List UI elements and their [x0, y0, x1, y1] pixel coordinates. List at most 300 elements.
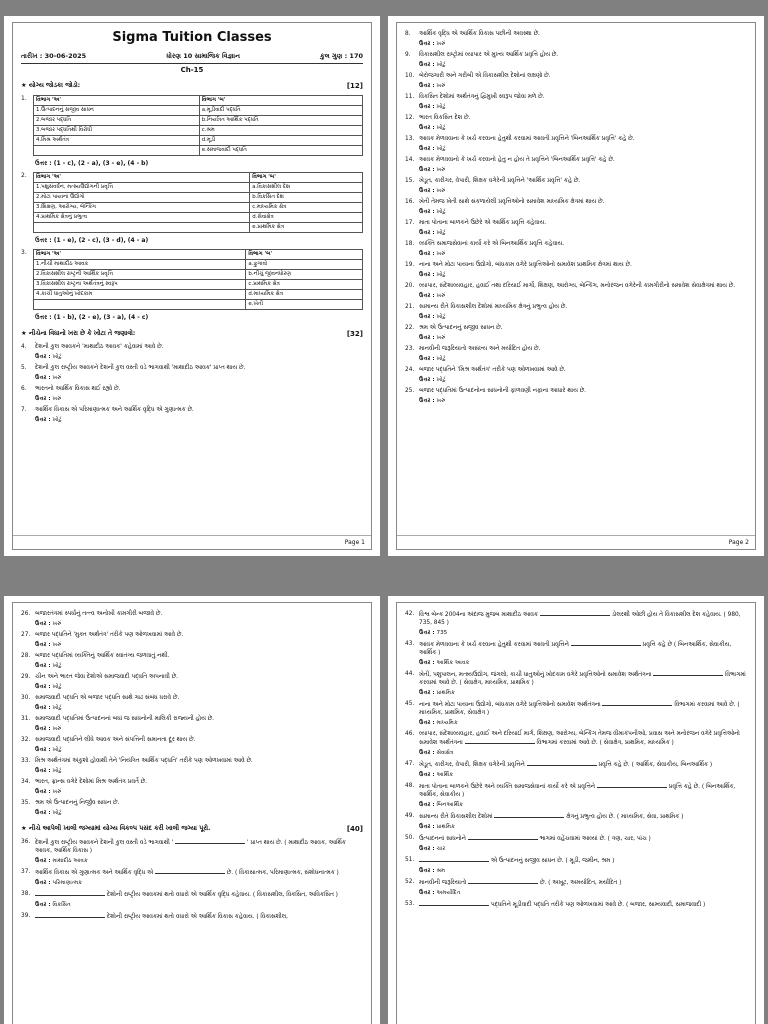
- table-cell: [34, 300, 246, 310]
- question-number: 49.: [405, 813, 415, 819]
- question-item: [21, 652, 363, 660]
- answer-value: 735: [436, 630, 448, 636]
- table-cell: e.સમાજવાદી પદ્ધતિ: [199, 146, 362, 156]
- answer-blank: [602, 700, 672, 706]
- answer-value: માધ્યમિક: [436, 720, 458, 726]
- table-cell: b.નિયંત્રિત આર્થિક પદ્ધતિ: [199, 116, 362, 126]
- question-text-before: ખેતી, પશુપાલન, મત્સ્યઉદ્યોગ, જંગલો, કાચી ધાતુઓનું ખોદકામ વગેરે પ્રવૃત્તિઓનો સમાવેશ અર્થતંત્રના: [419, 672, 654, 678]
- question-item: [405, 72, 747, 80]
- answer-blank: [653, 670, 723, 676]
- question-text: આવક મેળવવાના કે ખર્ચ કરવાના હેતુથી કરવામાં આવતી પ્રવૃત્તિને 'બિનઆર્થિક પ્રવૃત્તિ' કહે છે.: [419, 136, 635, 142]
- question-text-after: પદ્ધતિને મૂડીવાદી પદ્ધતિ તરીકે પણ ઓળખવામાં આવે છે. ( બજાર, સામ્યવાદી, સમાજવાદી ): [489, 902, 706, 908]
- question-item: [21, 838, 363, 855]
- question-item: [405, 387, 747, 395]
- answer-label: ઉત્તર :: [419, 630, 437, 636]
- question-text: [35, 912, 363, 921]
- answer-value: અમર્યાદિત: [436, 890, 461, 896]
- question-text-after: વિભાગમાં કરવામાં આવે છે. ( સેવાક્ષેત્ર, માધ્યમિક, પ્રાથમિક ): [419, 672, 746, 686]
- answer-label: ઉત્તર :: [419, 83, 437, 89]
- question-item: [21, 757, 363, 765]
- table-header-row: [34, 250, 363, 260]
- answer-line: [35, 662, 363, 670]
- question-item: [405, 324, 747, 332]
- answer-value: ખરું: [436, 188, 446, 194]
- question-list: [405, 30, 747, 405]
- question-number: 42.: [405, 611, 415, 617]
- question-item: [21, 912, 363, 921]
- answer-label: ઉત્તર :: [419, 230, 437, 236]
- question-item: [405, 878, 747, 887]
- answer-label: ઉત્તર :: [419, 660, 437, 666]
- answer-label: ઉત્તર :: [419, 690, 437, 696]
- answer-line: [35, 641, 363, 649]
- question-text: મિશ્ર અર્થતંત્રમાં અંકુશો હોવાથી તેને 'નિયંત્રિત આર્થિક પદ્ધતિ' તરીકે પણ ઓળખવામાં આવે છે.: [35, 758, 253, 764]
- page-2: [388, 16, 764, 556]
- page-footer: Page 2: [397, 535, 755, 549]
- table-cell: [34, 223, 250, 233]
- section-title: ★ યોગ્ય જોડકા જોડો:: [21, 82, 81, 89]
- answer-label: ઉત્તર :: [35, 768, 53, 774]
- answer-label: ઉત્તર :: [419, 251, 437, 257]
- question-text: [419, 856, 747, 865]
- question-text: બજારતંત્રમાં સ્પર્ધાનું તત્ત્વ અનોખી કામગીરી બજાવે છે.: [35, 611, 163, 617]
- answer-value: ખોટું: [436, 230, 446, 236]
- question-text-before: વ્યાપાર, સંદેશાવ્યવહાર, હવાઈ અને દરિયાઈ માર્ગ, શિક્ષણ, આરોગ્ય, બેન્કિંગ તેમજ વીમાકંપનીઓ, પ્રવાસ અને મનોરંજન વગેરે પ્રવૃત્તિઓનો સમાવેશ અર્થતંત્રના: [419, 731, 740, 746]
- question-number: 12.: [405, 115, 415, 121]
- table-cell: d.માધ્યમિક ક્ષેત્ર: [246, 290, 363, 300]
- answer-label: ઉત્તર :: [419, 293, 437, 299]
- question-item: [405, 700, 747, 717]
- answer-label: ઉત્તર :: [419, 62, 437, 68]
- table-cell: 2.બજાર પદ્ધતિ: [34, 116, 200, 126]
- table-cell: b.નીચું જીવનધોરણ: [246, 270, 363, 280]
- match-question: [21, 95, 363, 156]
- table-cell: a.વિકાસશીલ દેશ: [250, 183, 363, 193]
- question-item: [21, 673, 363, 681]
- table-cell: 4.મિશ્ર અર્થતંત્ર: [34, 136, 200, 146]
- question-number: 4.: [21, 344, 27, 350]
- match-table-wrap: [33, 95, 363, 156]
- answer-value: ખરું: [52, 621, 62, 627]
- question-number: 21.: [405, 304, 415, 310]
- answer-line: [35, 416, 363, 424]
- section-marks: [40]: [346, 825, 363, 833]
- table-cell: a.ફુગાવો: [246, 260, 363, 270]
- answer-line: [35, 767, 363, 775]
- question-text: નાના અને મોટા પાયાના ઉદ્યોગો, બાંધકામ વગેરે પ્રવૃત્તિઓનો સમાવેશ પ્રાથમિક ક્ષેત્રમાં થાય છે.: [419, 262, 632, 268]
- question-text-before: નાના અને મોટા પાયાના ઉદ્યોગો, બાંધકામ વગેરે પ્રવૃત્તિઓનો સમાવેશ અર્થતંત્રના: [419, 702, 603, 708]
- table-header-row: [34, 96, 363, 106]
- question-item: [405, 30, 747, 38]
- fill-blank-list: [21, 838, 363, 921]
- answer-value: ખોટું: [436, 104, 446, 110]
- answer-value: ખોટું: [436, 314, 446, 320]
- answer-label: ઉત્તર :: [419, 398, 437, 404]
- question-item: [21, 799, 363, 807]
- answer-label: ઉત્તર :: [419, 772, 437, 778]
- answer-value: ખરું: [436, 398, 446, 404]
- question-text: આર્થિક વિકાસ એ પરિમાણાત્મક અને આર્થિક વૃદ્ધિ એ ગુણાત્મક છે.: [35, 407, 194, 413]
- answer-label: ઉત્તર :: [419, 167, 437, 173]
- table-cell: a.મૂડીવાદી પદ્ધતિ: [199, 106, 362, 116]
- answer-label: ઉત્તર :: [419, 125, 437, 131]
- question-text: બજાર પદ્ધતિને 'મુક્ત અર્થતંત્ર' તરીકે પણ ઓળખવામાં આવે છે.: [35, 632, 184, 638]
- answer-blank: [597, 782, 667, 788]
- answer-label: ઉત્તર :: [419, 335, 437, 341]
- question-number: 51.: [405, 857, 415, 863]
- answer-value: પ્રાથમિક: [436, 690, 455, 696]
- question-item: [21, 343, 363, 351]
- answer-line: [419, 292, 747, 300]
- question-text-before: આર્થિક વિકાસ એ ગુણાત્મક અને આર્થિક વૃદ્ધિ એ: [35, 870, 155, 876]
- answer-line: [35, 901, 363, 909]
- answer-value: ખરું: [52, 642, 62, 648]
- question-item: [405, 135, 747, 143]
- question-text: [419, 610, 747, 627]
- question-text: આવક મેળવવાનો કે ખર્ચ કરવાનો હેતુ ન હોય તે પ્રવૃત્તિને 'બિનઆર્થિક પ્રવૃત્તિ' કહે છે.: [419, 157, 615, 163]
- question-text-after: છે. ( વિકાસાત્મક, પરિમાણાત્મક, સંશોધનાત્મક ): [224, 870, 339, 876]
- answer-blank: [571, 640, 641, 646]
- table-row: [34, 193, 363, 203]
- answer-line: [35, 374, 363, 382]
- table-cell: 2.મોટા પાયાના ઉદ્યોગો: [34, 193, 250, 203]
- question-item: [405, 51, 747, 59]
- section-heading: [21, 825, 363, 833]
- question-text: [419, 670, 747, 687]
- question-item: [405, 93, 747, 101]
- answer-line: [35, 809, 363, 817]
- answer-label: ઉત્તર :: [35, 642, 53, 648]
- answer-label: ઉત્તર :: [419, 824, 437, 830]
- question-item: [405, 760, 747, 769]
- question-item: [21, 610, 363, 618]
- question-text-after: ભાગમાં વહેંચવામાં આવ્યાં છે. ( ત્રણ, ચાર, પાંચ ): [537, 836, 651, 842]
- table-header-row: [34, 173, 363, 183]
- question-text: [419, 730, 747, 747]
- page-2-frame: [396, 22, 756, 550]
- answer-value: ખોટું: [52, 747, 62, 753]
- match-question: [21, 172, 363, 233]
- answer-line: [35, 683, 363, 691]
- question-text: સામાન્ય રીતે વિકાસશીલ દેશોમાં માધ્યમિક ક્ષેત્રનું પ્રભુત્વ હોય છે.: [419, 304, 568, 310]
- question-text: માનવીની જરૂરિયાતો અસંખ્ય અને મર્યાદિત હોય છે.: [419, 346, 541, 352]
- question-item: [405, 303, 747, 311]
- table-cell: e.પ્રાથમિક ક્ષેત્ર: [250, 223, 363, 233]
- answer-value: ખોટું: [52, 663, 62, 669]
- table-header-cell: વિભાગ 'બ': [246, 250, 363, 260]
- question-item: [405, 345, 747, 353]
- answer-label: ઉત્તર :: [419, 377, 437, 383]
- question-text: ભારત વિકસિત દેશ છે.: [419, 115, 471, 121]
- table-row: [34, 290, 363, 300]
- question-item: [21, 715, 363, 723]
- answer-value: બિનઆર્થિક: [436, 802, 464, 808]
- table-row: [34, 260, 363, 270]
- table-row: [34, 270, 363, 280]
- table-cell: d.મૂડી: [199, 136, 362, 146]
- table-row: [34, 136, 363, 146]
- question-number: 35.: [21, 800, 31, 806]
- page-1-frame: [12, 22, 372, 550]
- question-item: [405, 856, 747, 865]
- answer-value: આર્થિક આવક: [436, 660, 470, 666]
- question-item: [405, 782, 747, 799]
- answer-line: [35, 746, 363, 754]
- question-item: [405, 282, 747, 290]
- answer-label: ઉત્તર :: [419, 846, 437, 852]
- question-item: [21, 385, 363, 393]
- page-title: Sigma Tuition Classes: [112, 30, 272, 45]
- answer-label: ઉત્તર :: [35, 417, 53, 423]
- page-footer: Page 1: [13, 535, 371, 549]
- question-number: 30.: [21, 695, 31, 701]
- table-header-cell: વિભાગ 'બ': [199, 96, 362, 106]
- answer-line: [419, 313, 747, 321]
- table-header-cell: વિભાગ 'અ': [34, 96, 200, 106]
- question-text: શ્રમ એ ઉત્પાદનનું સજીવ સાધન છે.: [419, 325, 503, 331]
- question-number: 23.: [405, 346, 415, 352]
- page-4: [388, 596, 764, 1024]
- answer-line: [419, 40, 747, 48]
- answer-value: શ્રમ: [436, 868, 446, 874]
- question-text: ભારતનો આર્થિક વિકાસ થઈ રહ્યો છે.: [35, 386, 121, 392]
- answer-line: [35, 857, 363, 865]
- answer-label: ઉત્તર :: [419, 272, 437, 278]
- answer-line: [419, 355, 747, 363]
- section-heading: [21, 330, 363, 338]
- table-cell: d.સેવાક્ષેત્ર: [250, 213, 363, 223]
- table-cell: 3.શિક્ષણ, આરોગ્ય, બેન્કિંગ: [34, 203, 250, 213]
- question-item: [405, 177, 747, 185]
- question-text-after: પ્રવૃત્તિ કહે છે. ( આર્થિક, સેવાકીય, બિનઆર્થિક ): [596, 762, 713, 768]
- question-text: આર્થિક વૃદ્ધિ એ આર્થિક વિકાસ પછીની અવસ્થા છે.: [419, 31, 540, 37]
- question-text: બેરોજગારી અને ગરીબી એ વિકાસશીલ દેશોનાં લક્ષણો છે.: [419, 73, 551, 79]
- table-row: [34, 116, 363, 126]
- answer-value: ખરું: [436, 167, 446, 173]
- question-number: 5.: [21, 365, 27, 371]
- answer-value: ચાર: [436, 846, 446, 852]
- question-text: બજાર પદ્ધતિમાં વ્યક્તિનું આર્થિક સ્વાતંત્ર્ય જળવાતું નથી.: [35, 653, 170, 659]
- answer-blank: [419, 900, 489, 906]
- question-item: [405, 114, 747, 122]
- answer-value: ખોટું: [52, 417, 62, 423]
- answer-line: [35, 395, 363, 403]
- match-table: [33, 172, 363, 233]
- question-item: [405, 812, 747, 821]
- question-item: [21, 406, 363, 414]
- question-item: [21, 890, 363, 899]
- answer-value: ખરું: [436, 41, 446, 47]
- table-cell: c.માધ્યમિક ક્ષેત્ર: [250, 203, 363, 213]
- section-marks: [32]: [346, 330, 363, 338]
- question-text: [35, 890, 363, 899]
- page-3-frame: [12, 602, 372, 1024]
- question-number: 2.: [21, 172, 27, 179]
- answer-value: ખોટું: [52, 768, 62, 774]
- question-item: [405, 834, 747, 843]
- question-item: [405, 900, 747, 909]
- match-question: [21, 249, 363, 310]
- answer-label: ઉત્તર :: [35, 747, 53, 753]
- fill-blank-list: [405, 610, 747, 909]
- question-number: 22.: [405, 325, 415, 331]
- answer-blank: [155, 868, 225, 874]
- answer-label: ઉત્તર :: [35, 880, 53, 886]
- table-row: [34, 106, 363, 116]
- answer-line: [35, 620, 363, 628]
- answer-value: ખોટું: [436, 146, 446, 152]
- question-text-after: દેશોની રાષ્ટ્રીય આવકમાં થતો વધારો એ આર્થિક વિકાસ કહેવાય. ( વિકાસશીલ,: [105, 914, 288, 920]
- question-number: 32.: [21, 737, 31, 743]
- table-header-cell: વિભાગ 'અ': [34, 250, 246, 260]
- question-number: 8.: [405, 31, 411, 37]
- answer-value: ખોટું: [436, 377, 446, 383]
- answer-line: [419, 889, 747, 897]
- table-header-cell: વિભાગ 'અ': [34, 173, 250, 183]
- page-3: [4, 596, 380, 1024]
- section-title: ★ નીચે આપેલી ખાલી જગ્યામાં યોગ્ય વિકલ્પ પસંદ કરી ખાલી જગ્યા પૂરો.: [21, 825, 211, 832]
- question-item: [405, 610, 747, 627]
- question-number: 31.: [21, 716, 31, 722]
- question-text: ખેતી તેમજ ખેતી સાથે સંકળાયેલી પ્રવૃત્તિઓનો સમાવેશ માધ્યમિક ક્ષેત્રમાં થાય છે.: [419, 199, 605, 205]
- answer-line: [419, 771, 747, 779]
- question-number: 28.: [21, 653, 31, 659]
- question-text: [419, 700, 747, 717]
- answer-line: [419, 629, 747, 637]
- match-table-wrap: [33, 249, 363, 310]
- question-text: માતા પોતાના બાળકને ઉછેરે એ આર્થિક પ્રવૃત્તિ કહેવાય.: [419, 220, 547, 226]
- answer-line: [419, 376, 747, 384]
- question-number: 45.: [405, 701, 415, 707]
- answer-blank: [465, 738, 535, 744]
- answer-line: ઉત્તર : (1 - c), (2 - a), (3 - e), (4 - b): [35, 160, 149, 167]
- answer-value: ખરું: [52, 789, 62, 795]
- answer-label: ઉત્તર :: [419, 104, 437, 110]
- answer-value: સેવાક્ષેત્ર: [436, 750, 454, 756]
- question-number: 7.: [21, 407, 27, 413]
- exam-header: [21, 49, 363, 64]
- exam-total-marks: કુલ ગુણ : 170: [320, 52, 363, 60]
- question-text: શ્રમ એ ઉત્પાદનનું નિર્જીવ સાધન છે.: [35, 800, 120, 806]
- question-text: [419, 900, 747, 909]
- question-number: 19.: [405, 262, 415, 268]
- answer-label: ઉત્તર :: [419, 209, 437, 215]
- answer-line: [419, 271, 747, 279]
- answer-line: ઉત્તર : (1 - b), (2 - e), (3 - a), (4 - c): [35, 314, 149, 321]
- answer-value: પરિમાણાત્મક: [52, 880, 83, 886]
- answer-line: [35, 353, 363, 361]
- question-text: વ્યાપાર, સંદેશાવ્યવહાર, હવાઈ તથા દરિયાઈ માર્ગો, શિક્ષણ, આરોગ્ય, બેન્કિંગ, મનોરંજન વગેરેની કામગીરીનો સમાવેશ સેવાક્ષેત્રમાં થાય છે.: [419, 283, 736, 289]
- answer-blank: [175, 838, 245, 844]
- table-row: [34, 300, 363, 310]
- question-number: 38.: [21, 891, 31, 897]
- question-text: બજાર પદ્ધતિને 'મિશ્ર અર્થતંત્ર' તરીકે પણ ઓળખવામાં આવે છે.: [419, 367, 566, 373]
- answer-line: [419, 659, 747, 667]
- answer-label: ઉત્તર :: [35, 726, 53, 732]
- answer-value: વિકસિત: [52, 902, 71, 908]
- answer-blank: [540, 610, 610, 616]
- answer-line: [419, 124, 747, 132]
- question-number: 43.: [405, 641, 415, 647]
- question-text: [419, 812, 747, 821]
- question-text: [35, 868, 363, 877]
- question-number: 50.: [405, 835, 415, 841]
- question-number: 52.: [405, 879, 415, 885]
- question-text: [419, 878, 747, 887]
- answer-value: ખરું: [436, 293, 446, 299]
- table-cell: c.શ્રમ: [199, 126, 362, 136]
- table-cell: c.પ્રાથમિક ક્ષેત્ર: [246, 280, 363, 290]
- question-text-after: ક્ષેત્રનું પ્રભુત્વ હોય છે. ( માધ્યમિક, સેવા, પ્રાથમિક ): [564, 814, 684, 820]
- answer-value: ખોટું: [436, 209, 446, 215]
- question-item: [21, 364, 363, 372]
- table-header-cell: વિભાગ 'બ': [250, 173, 363, 183]
- question-number: 16.: [405, 199, 415, 205]
- answer-line: [419, 229, 747, 237]
- question-number: 10.: [405, 73, 415, 79]
- exam-date: તારીખ : 30-06-2025: [21, 52, 87, 60]
- question-number: 29.: [21, 674, 31, 680]
- answer-line: [35, 725, 363, 733]
- question-text-before: ઉત્પાદનનાં સાધનોને: [419, 836, 468, 842]
- table-cell: 3.બજાર પદ્ધતિથી વિરોધી: [34, 126, 200, 136]
- table-row: [34, 280, 363, 290]
- table-cell: 1.ઉત્પાદનનું સજીવ સાધન: [34, 106, 200, 116]
- question-number: 9.: [405, 52, 411, 58]
- answer-label: ઉત્તર :: [419, 750, 437, 756]
- answer-line: [419, 208, 747, 216]
- table-cell: e.ખેતી: [246, 300, 363, 310]
- question-item: [405, 670, 747, 687]
- answer-value: ખોટું: [52, 354, 62, 360]
- question-text-before: દેશની કુલ રાષ્ટ્રીય આવકને દેશની કુલ વસ્તી વડે ભાગવાથી ': [35, 840, 176, 846]
- question-number: 34.: [21, 779, 31, 785]
- question-item: [405, 156, 747, 164]
- table-cell: b.વિકસિત દેશ: [250, 193, 363, 203]
- question-item: [21, 778, 363, 786]
- answer-label: ઉત્તર :: [419, 314, 437, 320]
- question-item: [405, 261, 747, 269]
- answer-line: [419, 82, 747, 90]
- question-text: [419, 834, 747, 843]
- answer-value: ખોટું: [52, 810, 62, 816]
- question-text: [35, 838, 363, 855]
- question-text-after: વિભાગમાં કરવામાં આવે છે. ( માધ્યમિક, પ્રાથમિક, સેવાક્ષેત્ર ): [419, 702, 740, 716]
- question-text: સમાજવાદી પદ્ધતિમાં ઉત્પાદનનાં બધાં જ સાધનોની માલિકી રાજ્યની હોય છે.: [35, 716, 214, 722]
- question-item: [21, 694, 363, 702]
- answer-line: [419, 845, 747, 853]
- question-text-after: એ ઉત્પાદનનું સજીવ સાધન છે. ( મૂડી, જમીન, શ્રમ ): [489, 858, 615, 864]
- answer-value: ખોટું: [436, 62, 446, 68]
- table-row: [34, 183, 363, 193]
- page-4-frame: [396, 602, 756, 1024]
- answer-value: પ્રાથમિક: [436, 824, 455, 830]
- table-cell: 3.વિકાસશીલ રાષ્ટ્રના અર્થતંત્રનું સ્વરૂપ: [34, 280, 246, 290]
- question-text-before: વિશ્વ બેન્ક 2004ના અંદાજ મુજબ માથાદીઠ આવક: [419, 612, 540, 618]
- answer-blank: [35, 912, 105, 918]
- answer-label: ઉત્તર :: [419, 720, 437, 726]
- answer-label: ઉત્તર :: [35, 684, 53, 690]
- question-number: 33.: [21, 758, 31, 764]
- question-item: [405, 730, 747, 747]
- answer-blank: [468, 834, 538, 840]
- question-item: [21, 736, 363, 744]
- question-item: [21, 631, 363, 639]
- answer-value: ખોટું: [52, 684, 62, 690]
- answer-line: [419, 166, 747, 174]
- question-text-after: વિભાગમાં કરવામાં આવે છે. ( સેવાક્ષેત્ર, પ્રાથમિક, માધ્યમિક ): [534, 740, 674, 746]
- question-number: 17.: [405, 220, 415, 226]
